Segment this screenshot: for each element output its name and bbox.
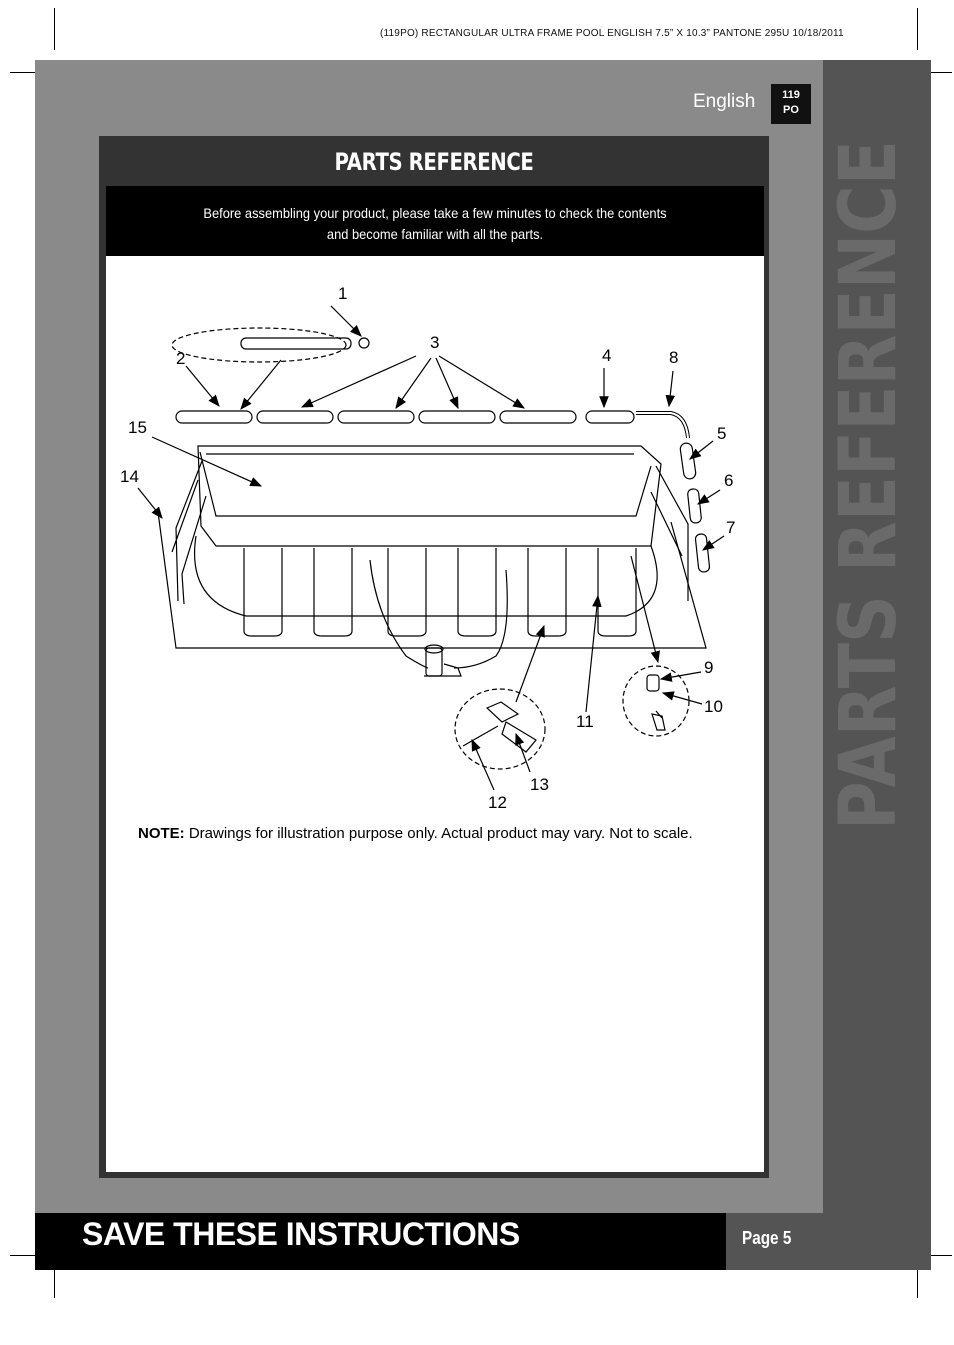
- part-number-15: 15: [128, 418, 147, 437]
- side-tab: [823, 17, 931, 1270]
- corner-pipe-icon: [636, 413, 688, 438]
- intro-line-2: and become familiar with all the parts.: [326, 226, 544, 242]
- intro-box: [106, 186, 764, 256]
- side-title-graphic: [824, 17, 919, 830]
- part-number-5: 5: [717, 424, 727, 443]
- pool-frame: [198, 446, 661, 546]
- part-number-11: 11: [576, 712, 594, 731]
- part-number-10: 10: [704, 697, 723, 716]
- note-text: [138, 825, 758, 842]
- side-title: PARTS REFERENCE: [824, 17, 914, 830]
- leg-part-icon: [680, 442, 697, 479]
- model-badge: [771, 84, 811, 124]
- pump-icon: [425, 645, 443, 653]
- hose: [454, 570, 507, 668]
- ground-cloth: [158, 512, 706, 648]
- callout-ellipse: [455, 689, 545, 769]
- pipe-icon: [500, 411, 576, 423]
- leg-part-icon: [687, 488, 701, 523]
- pool-legs: [244, 548, 636, 636]
- crop-mark: [917, 1270, 918, 1298]
- page-number-box: [726, 1213, 823, 1270]
- crop-mark: [54, 8, 55, 50]
- part-number-1: 1: [338, 284, 348, 303]
- pipe-icon: [586, 411, 634, 423]
- part-number-3: 3: [430, 333, 440, 352]
- diagram-area: [106, 256, 764, 1172]
- hose: [370, 560, 428, 668]
- print-header: (119PO) RECTANGULAR ULTRA FRAME POOL ENGLISH 7.5” X 10.3” PANTONE 295U 10/18/2011: [380, 28, 844, 39]
- part-number-7: 7: [726, 518, 736, 537]
- footer-title: SAVE THESE INSTRUCTIONS: [82, 1216, 520, 1252]
- intro-line-1: Before assembling your product, please take a few minutes to check the contents: [203, 205, 667, 221]
- crop-mark: [917, 8, 918, 50]
- part-number-9: 9: [704, 658, 714, 677]
- language-label: English: [693, 91, 756, 112]
- leg-part-icon: [695, 533, 710, 572]
- pipe-icon: [419, 411, 495, 423]
- part-number-6: 6: [724, 471, 734, 490]
- plug-icon: [359, 338, 369, 348]
- pipe-icon: [176, 411, 252, 423]
- part-number-4: 4: [602, 346, 612, 365]
- note-label: NOTE:: [138, 825, 185, 842]
- part-number-2: 2: [176, 349, 186, 368]
- section-title: PARTS REFERENCE: [334, 148, 534, 176]
- crop-mark: [54, 1270, 55, 1298]
- pipe-icon: [241, 338, 351, 349]
- part-number-14: 14: [120, 467, 139, 486]
- badge-line-1: 119: [782, 89, 800, 101]
- callout-ellipse: [172, 328, 346, 362]
- part-number-12: 12: [488, 793, 507, 812]
- footer-bar: [35, 1213, 726, 1270]
- pipe-icon: [338, 411, 414, 423]
- pipe-icon: [257, 411, 333, 423]
- badge-line-2: PO: [783, 104, 799, 116]
- page-number: Page 5: [742, 1228, 792, 1248]
- note-body: Drawings for illustration purpose only. Actual product may vary. Not to scale.: [184, 825, 693, 842]
- part-number-8: 8: [669, 348, 679, 367]
- part-number-13: 13: [530, 775, 549, 794]
